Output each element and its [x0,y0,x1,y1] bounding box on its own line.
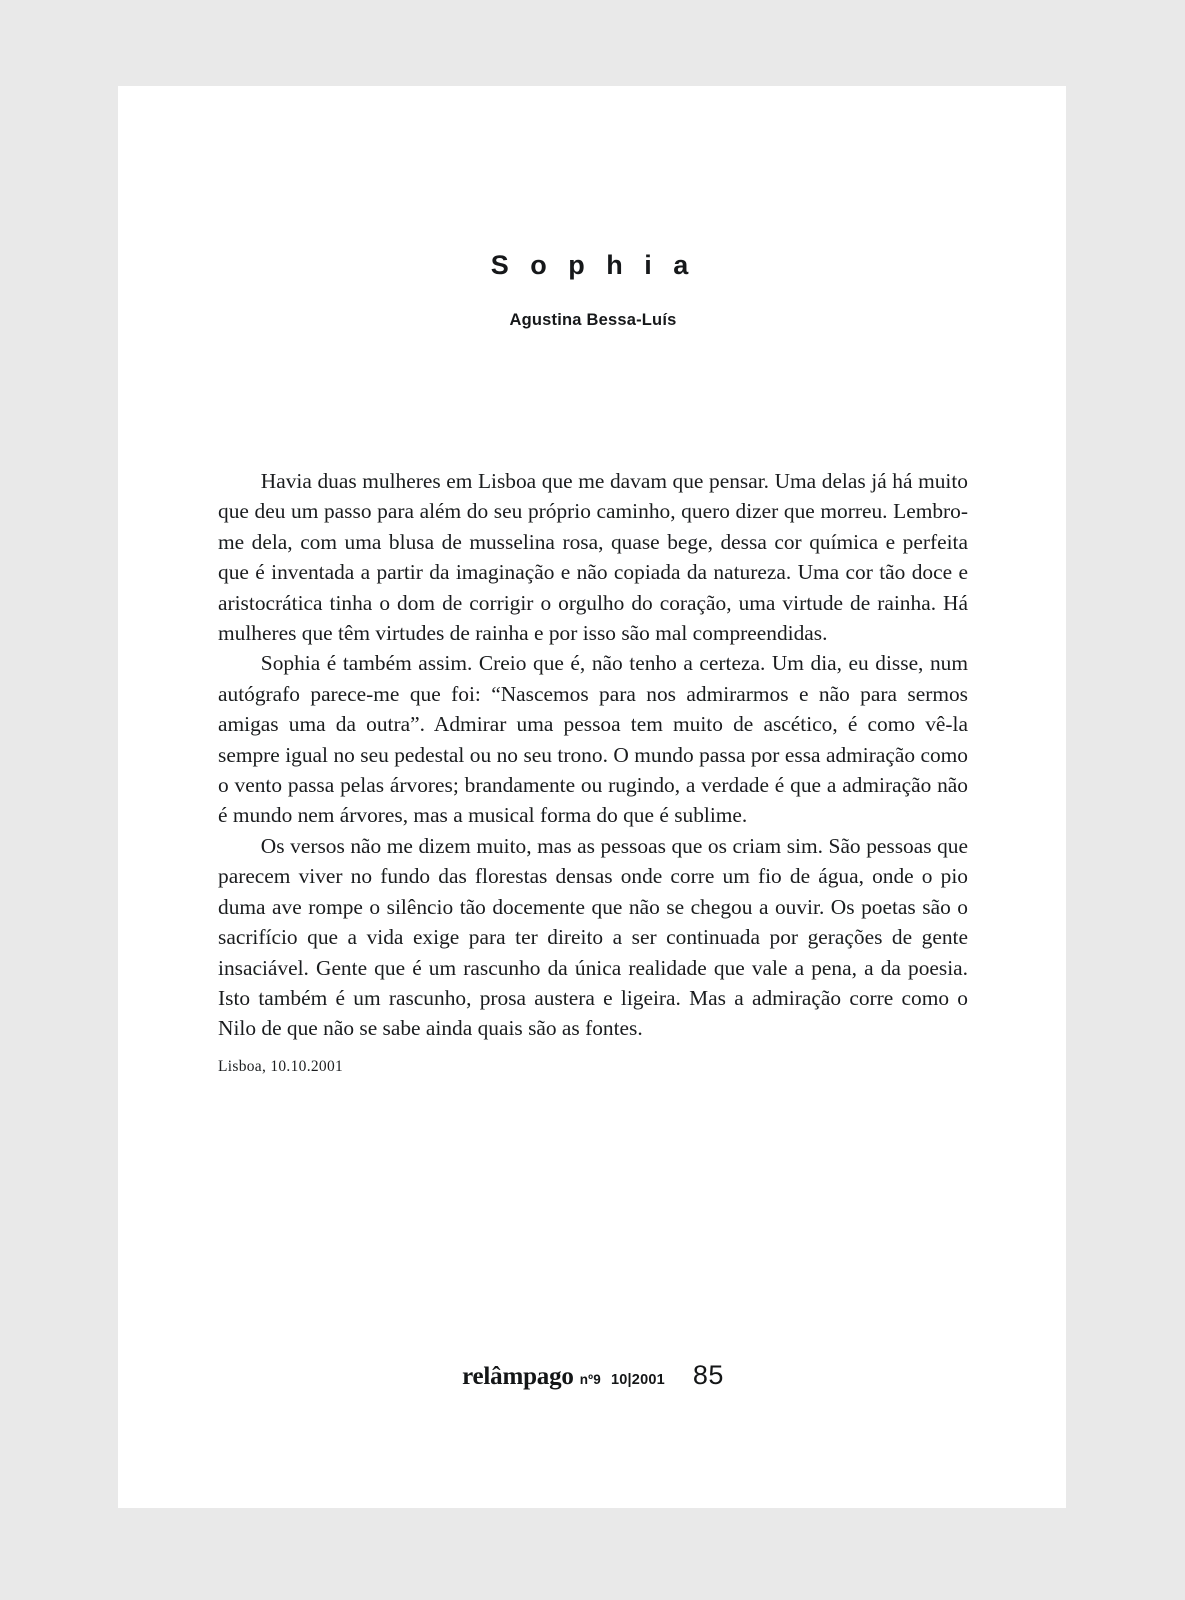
page-footer [218,1360,968,1391]
author-byline: Agustina Bessa-Luís [509,311,677,329]
page-number: 85 [692,1360,724,1390]
body-text [218,466,968,1044]
dateline: Lisboa, 10.10.2001 [218,1058,344,1075]
paragraph: Os versos não me dizem muito, mas as pessoas que os criam sim. São pessoas que parecem viver no fundo das florestas densas onde corre um fio de água, onde o pio duma ave rompe o silêncio tão docemente que não se chegou a ouvir. Os poetas são o sacrifício que a vida exige para ter direito a ser continuada por gerações de gente insaciável. Gente que é um rascunho da única realidade que vale a pena, a da poesia. Isto também é um rascunho, prosa austera e ligeira. Mas a admiração corre como o Nilo de que não se sabe ainda quais são as fontes. [218,833,968,1041]
page-title: S o p h i a [490,250,696,281]
page-content-area [218,86,968,1508]
issue-number: nº9 [579,1372,602,1387]
journal-name: relâmpago [462,1363,574,1390]
issue-date: 10|2001 [611,1372,665,1388]
paragraph: Havia duas mulheres em Lisboa que me davam que pensar. Uma delas já há muito que deu um passo para além do seu próprio caminho, quero dizer que morreu. Lembro-me dela, com uma blusa de musselina rosa, quase bege, dessa cor química e perfeita que é inventada a partir da imaginação e não copiada da natureza. Uma cor tão doce e aristocrática tinha o dom de corrigir o orgulho do coração, uma virtude de rainha. Há mulheres que têm virtudes de rainha e por isso são mal compreendidas. [218,469,968,646]
page-sheet [118,86,1066,1508]
paragraph: Sophia é também assim. Creio que é, não tenho a certeza. Um dia, eu disse, num autógrafo parece-me que foi: “Nascemos para nos admirarmos e não para sermos amigas uma da outra”. Admirar uma pessoa tem muito de ascético, é como vê-la sempre igual no seu pedestal ou no seu trono. O mundo passa por essa admiração como o vento passa pelas árvores; brandamente ou rugindo, a verdade é que a admiração não é mundo nem árvores, mas a musical forma do que é sublime. [218,651,968,828]
